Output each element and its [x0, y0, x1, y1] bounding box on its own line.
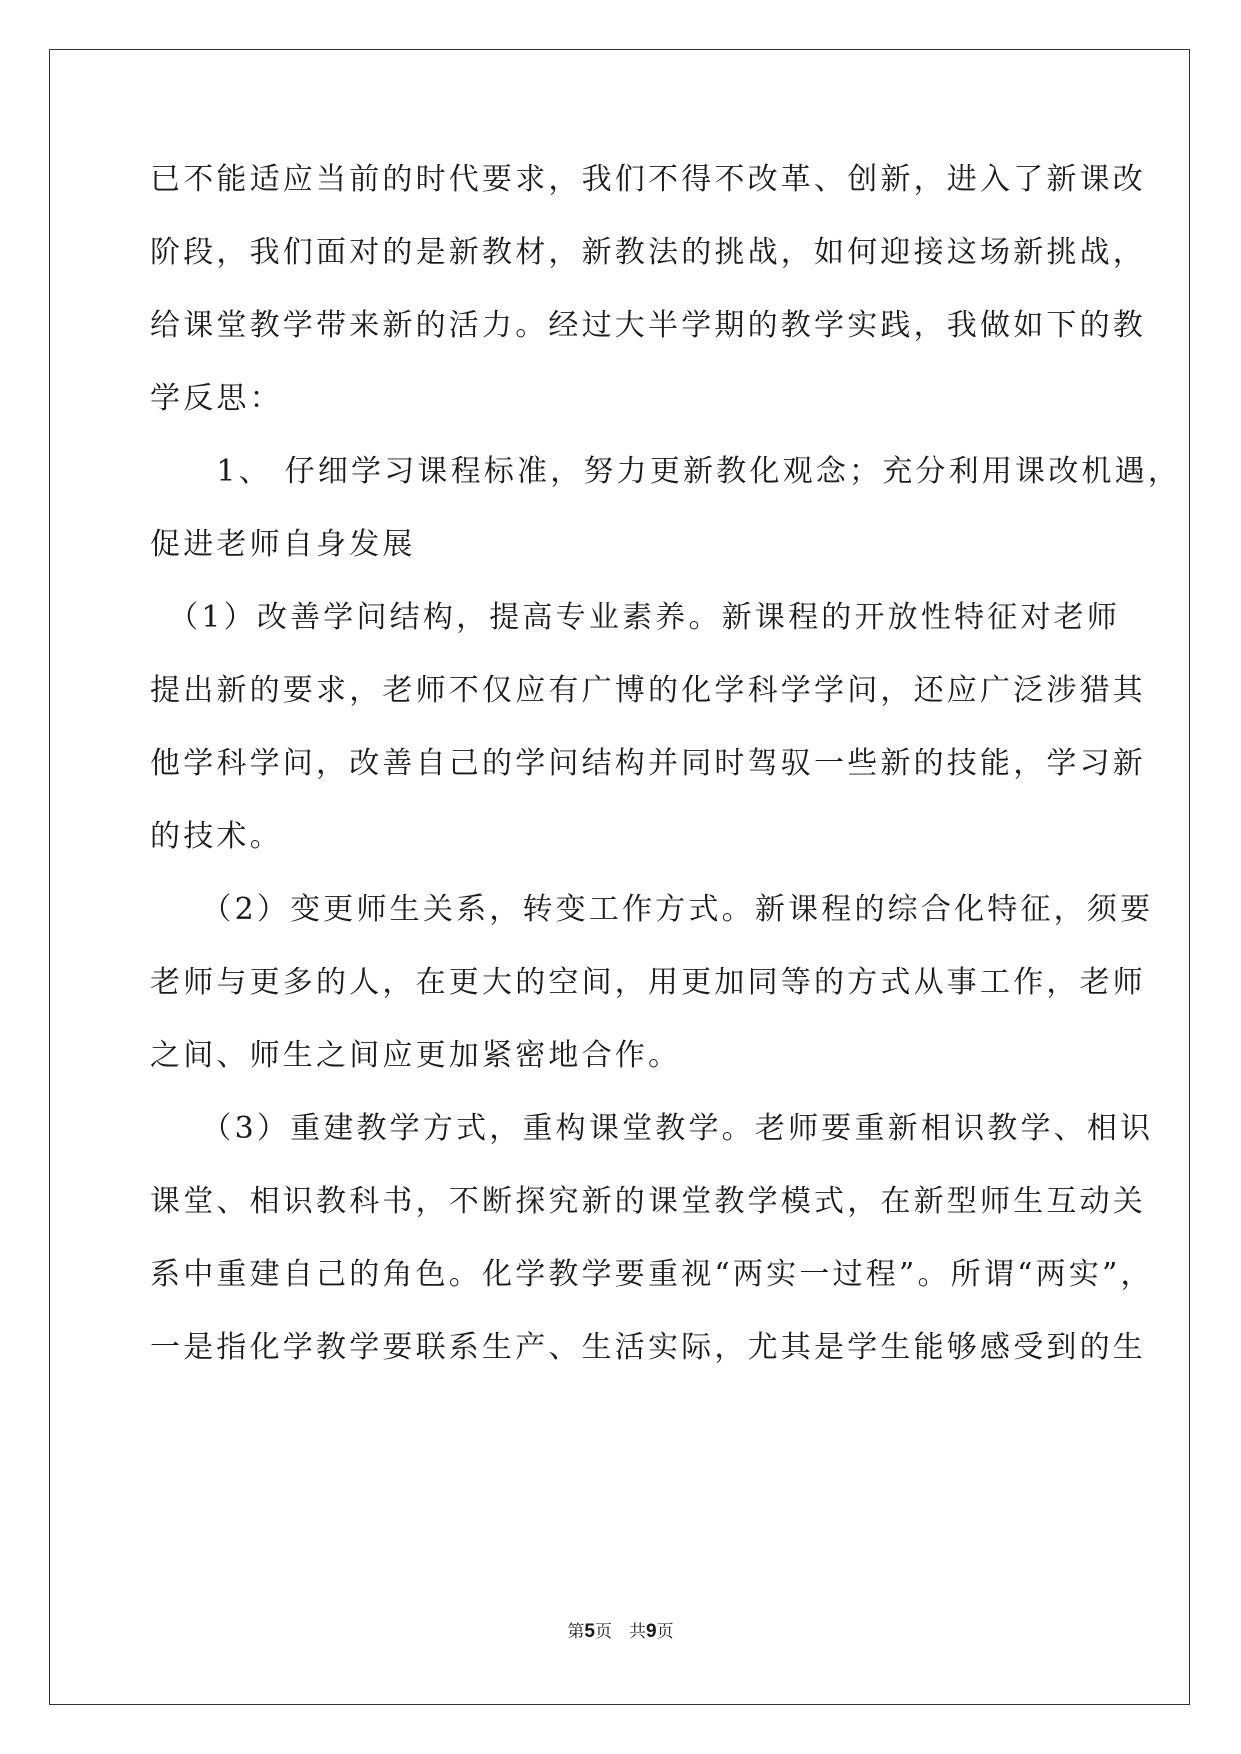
text-line: （1）改善学问结构，提高专业素养。新课程的开放性特征对老师 [150, 600, 1121, 635]
text-line: （3）重建教学方式，重构课堂教学。老师要重新相识教学、相识 [150, 1111, 1154, 1146]
text-line: 已不能适应当前的时代要求，我们不得不改革、创新，进入了新课改 [150, 162, 1146, 197]
text-line: 之间、师生之间应更加紧密地合作。 [150, 1038, 682, 1073]
text-line: 他学科学问，改善自己的学问结构并同时驾驭一些新的技能，学习新 [150, 746, 1146, 781]
page-border [49, 49, 1190, 1705]
text-line: 系中重建自己的角色。化学教学要重视“两实一过程”。所谓“两实”， [150, 1257, 1154, 1292]
text-line: 的技术。 [150, 819, 283, 854]
text-line: 提出新的要求，老师不仅应有广博的化学科学学问，还应广泛涉猎其 [150, 673, 1146, 708]
text-line: （2）变更师生关系，转变工作方式。新课程的综合化特征，须要 [150, 892, 1154, 927]
text-line: 一是指化学教学要联系生产、生活实际，尤其是学生能够感受到的生 [150, 1330, 1146, 1365]
text-line: 老师与更多的人，在更大的空间，用更加同等的方式从事工作，老师 [150, 965, 1146, 1000]
page-suffix: 页 [656, 1622, 674, 1642]
text-line: 阶段，我们面对的是新教材，新教法的挑战，如何迎接这场新挑战， [150, 235, 1146, 270]
text-line: 课堂、相识教科书，不断探究新的课堂教学模式，在新型师生互动关 [150, 1184, 1146, 1219]
page-prefix: 第 [567, 1622, 585, 1642]
page-mid: 页 共 [595, 1622, 646, 1642]
text-line: 给课堂教学带来新的活力。经过大半学期的教学实践，我做如下的教 [150, 308, 1146, 343]
total-page-number: 9 [646, 1621, 657, 1642]
page-number-footer [0, 1620, 1241, 1644]
text-line: 1、 仔细学习课程标准，努力更新教化观念；充分利用课改机遇， [150, 454, 1182, 489]
text-line: 促进老师自身发展 [150, 527, 416, 562]
current-page-number: 5 [584, 1621, 595, 1642]
text-line: 学反思： [150, 381, 283, 416]
